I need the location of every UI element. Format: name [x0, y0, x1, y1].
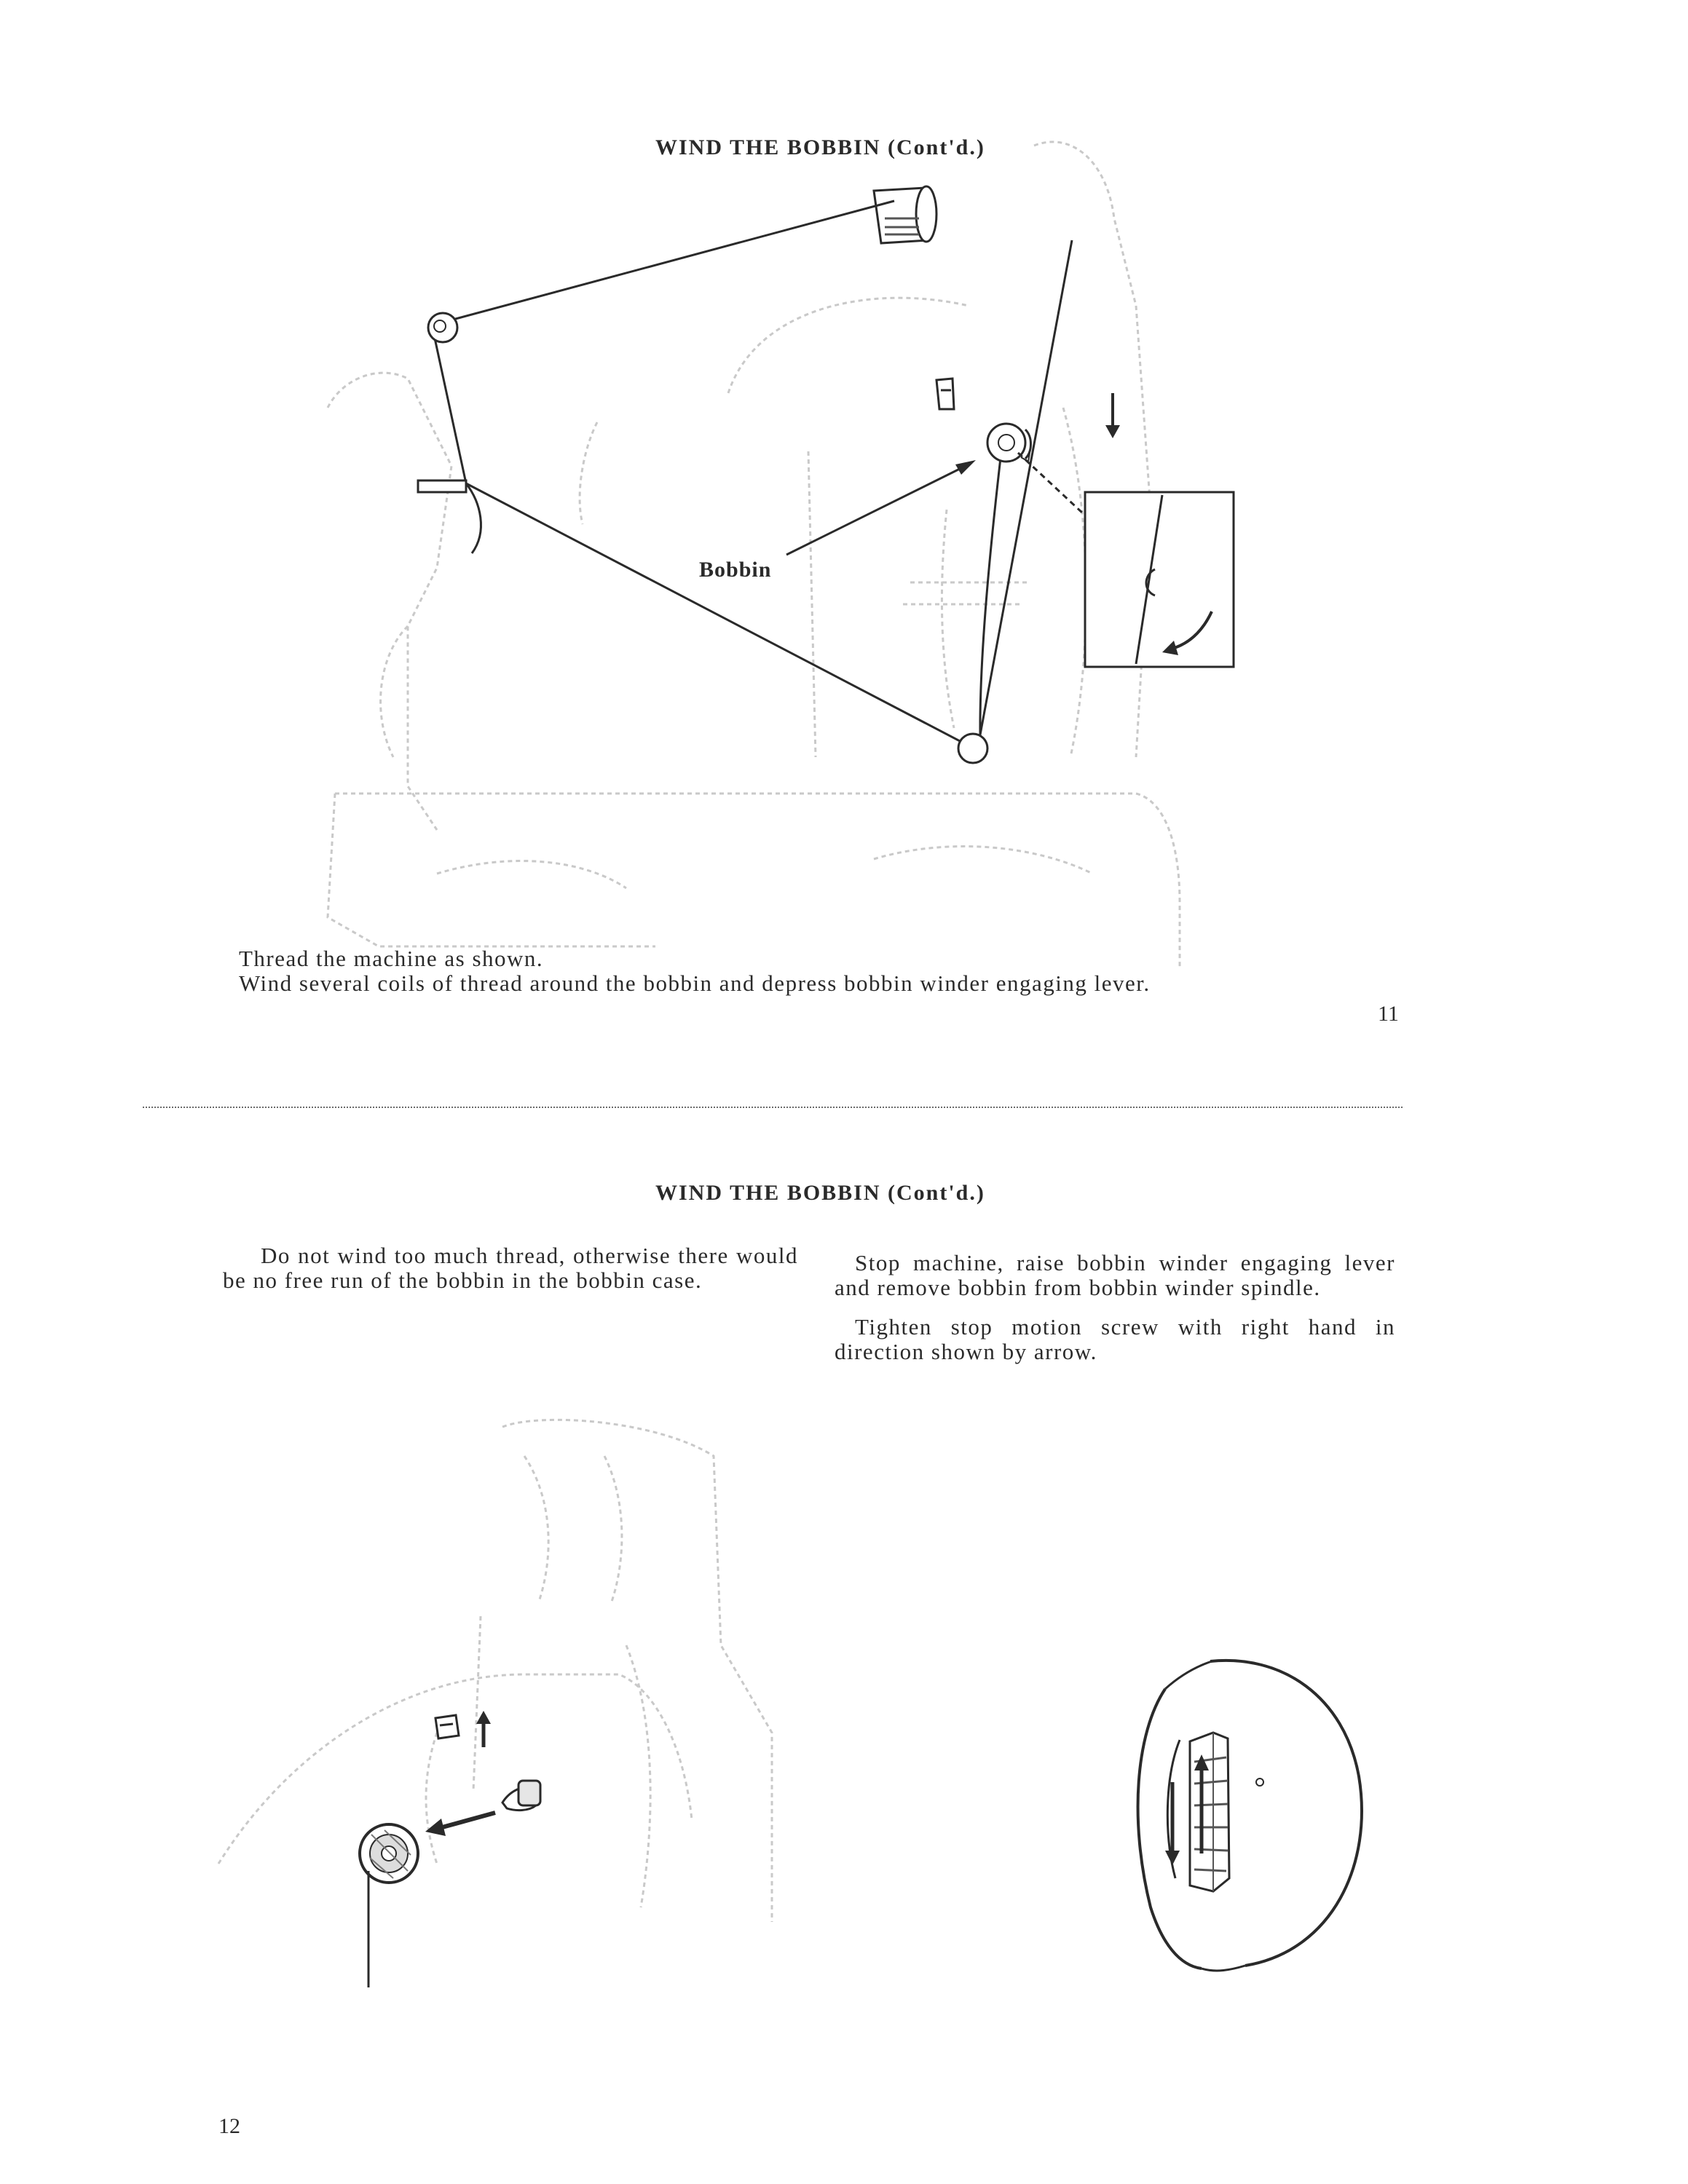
- page-12-left-paragraph: Do not wind too much thread, otherwise there would be no free run of the bobbin in the bobbin case.: [223, 1243, 798, 1293]
- bobbin-winder-lever-icon: [435, 1711, 491, 1747]
- page-11-heading: WIND THE BOBBIN (Cont'd.): [655, 135, 985, 159]
- direction-arrow-icon: [425, 1813, 495, 1836]
- page-number-12: 12: [218, 2114, 240, 2138]
- bobbin-winder-spindle-icon: [502, 1781, 540, 1811]
- page-12-heading: WIND THE BOBBIN (Cont'd.): [655, 1181, 985, 1205]
- page-number-11: 11: [1378, 1002, 1399, 1026]
- page-11-caption-line-2: Wind several coils of thread around the bobbin and depress bobbin winder engaging lever.: [239, 970, 1151, 996]
- bobbin-label: Bobbin: [699, 558, 772, 582]
- bobbin-icon: [360, 1824, 418, 1987]
- machine-head-outline: [218, 1420, 772, 1922]
- stop-motion-screw-icon: [1190, 1733, 1229, 1891]
- page-12-right-paragraph-1: Stop machine, raise bobbin winder engaging lever and remove bobbin from bobbin winder spindle.: [835, 1250, 1395, 1300]
- page-11-caption-line-1: Thread the machine as shown.: [239, 946, 544, 971]
- page-12-right-paragraph-2: Tighten stop motion screw with right hand in direction shown by arrow.: [835, 1314, 1395, 1364]
